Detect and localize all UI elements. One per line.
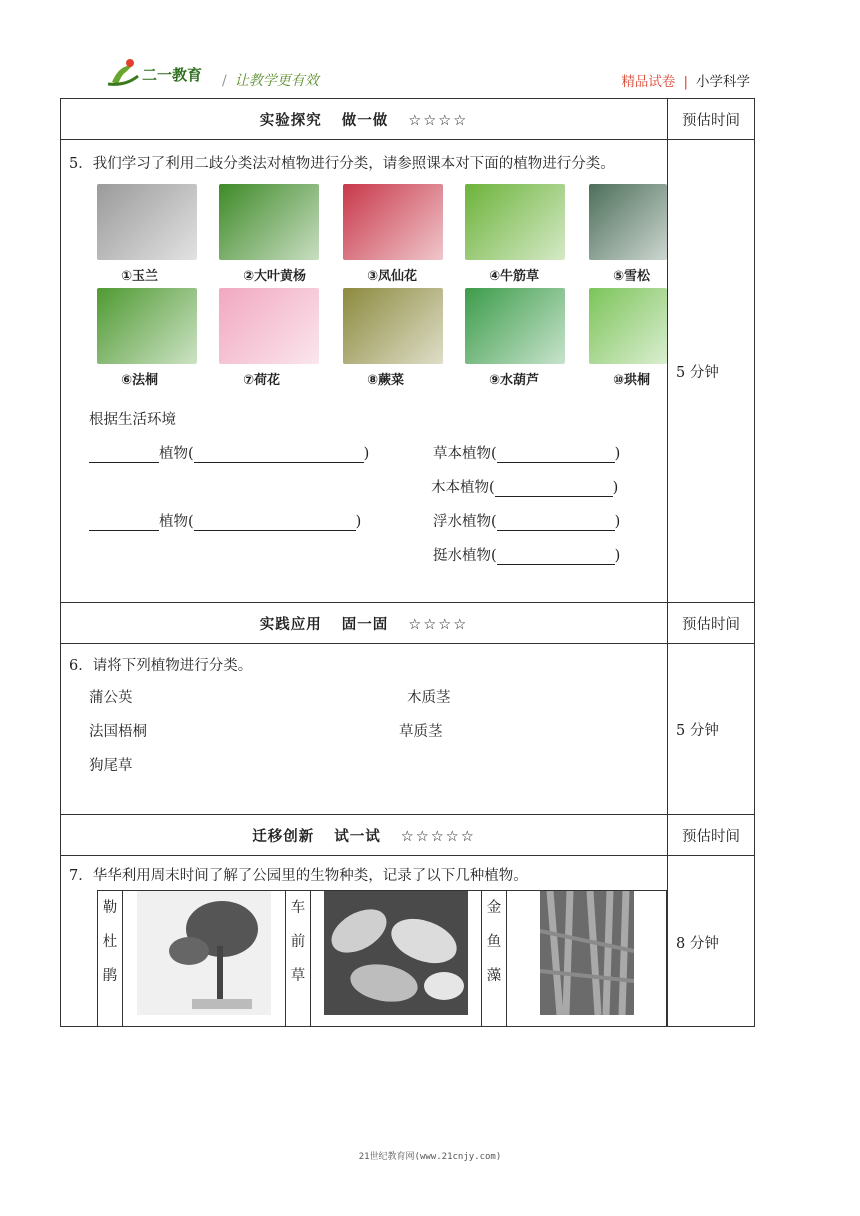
plant-label: ⑩珙桐 xyxy=(613,373,651,388)
plant-card xyxy=(219,288,319,388)
plant-photo-icon xyxy=(219,184,319,260)
section1-title: 实验探究 做一做 ☆☆☆☆ xyxy=(61,99,668,140)
section1-time-head: 预估时间 xyxy=(668,99,755,140)
blank[interactable] xyxy=(497,550,615,565)
brand-tag: 精品试卷 | 小学科学 xyxy=(621,74,750,90)
question-6: 6．请将下列植物进行分类。 xyxy=(69,658,253,674)
plant-label: ②大叶黄杨 xyxy=(243,269,307,284)
plant-label: ③凤仙花 xyxy=(367,269,418,284)
plant-label: ①玉兰 xyxy=(121,269,159,284)
question-5: 5．我们学习了利用二歧分类法对植物进行分类，请参照课本对下面的植物进行分类。 xyxy=(69,156,615,172)
svg-text:二一教育: 二一教育 xyxy=(142,66,203,84)
plant-card xyxy=(97,288,197,388)
logo-icon xyxy=(106,56,212,90)
page-header xyxy=(0,0,860,100)
plant-photo-icon xyxy=(97,288,197,364)
plant-label: ④牛筋草 xyxy=(489,269,540,284)
plant-label: ⑤雪松 xyxy=(613,269,651,284)
section2-time: 5 分钟 xyxy=(668,644,755,815)
hornwort-photo-icon xyxy=(540,891,634,1015)
plant-name-3: 金 鱼 藻 xyxy=(482,891,507,1027)
plant-label: ⑦荷花 xyxy=(243,373,281,388)
plant-photo-icon xyxy=(589,184,667,260)
plant-card xyxy=(589,184,667,284)
fill-float: 浮水植物( ) xyxy=(433,514,621,530)
blank[interactable] xyxy=(89,448,159,463)
plant-name-2: 车 前 草 xyxy=(286,891,311,1027)
section2-content xyxy=(61,644,668,815)
plant-card xyxy=(589,288,667,388)
section1-content xyxy=(61,140,668,603)
plant-photo-icon xyxy=(465,184,565,260)
photo-hornwort xyxy=(507,891,667,1027)
left-item-3: 狗尾草 xyxy=(89,758,133,774)
plant-label: ⑧蕨菜 xyxy=(367,373,405,388)
plant-photo-icon xyxy=(589,288,667,364)
plant-card xyxy=(465,288,565,388)
env-label: 根据生活环境 xyxy=(89,412,176,428)
slogan: / 让教学更有效 xyxy=(222,73,319,89)
plant-card xyxy=(343,184,443,284)
section1-time: 5 分钟 xyxy=(668,140,755,603)
fill-wood: 木本植物( ) xyxy=(431,480,619,496)
section3-content xyxy=(61,856,668,1027)
plant-card xyxy=(219,184,319,284)
left-item-2: 法国梧桐 xyxy=(89,724,147,740)
plant-label: ⑥法桐 xyxy=(121,373,159,388)
section3-title: 迁移创新 试一试 ☆☆☆☆☆ xyxy=(61,815,668,856)
plant-photo-icon xyxy=(219,288,319,364)
plant-photo-table xyxy=(97,890,667,1027)
plant-card xyxy=(465,184,565,284)
blank[interactable] xyxy=(194,448,364,463)
blank[interactable] xyxy=(497,516,615,531)
blank[interactable] xyxy=(194,516,356,531)
section2-title: 实践应用 固一固 ☆☆☆☆ xyxy=(61,603,668,644)
blank[interactable] xyxy=(495,482,613,497)
plant-label: ⑨水葫芦 xyxy=(489,373,540,388)
section3-time: 8 分钟 xyxy=(668,856,755,1027)
section2-time-head: 预估时间 xyxy=(668,603,755,644)
bougainvillea-photo-icon xyxy=(137,891,271,1015)
plant-photo-icon xyxy=(343,288,443,364)
fill-emerge: 挺水植物( ) xyxy=(433,548,621,564)
question-7: 7．华华利用周末时间了解了公园里的生物种类，记录了以下几种植物。 xyxy=(69,868,528,884)
worksheet-table xyxy=(60,98,755,1027)
photo-plantain xyxy=(311,891,482,1027)
plant-card xyxy=(97,184,197,284)
plant-photo-icon xyxy=(343,184,443,260)
blank[interactable] xyxy=(497,448,615,463)
right-item-1: 木质茎 xyxy=(407,690,451,706)
plant-name-1: 勒 杜 鹃 xyxy=(98,891,123,1027)
section3-time-head: 预估时间 xyxy=(668,815,755,856)
right-item-2: 草质茎 xyxy=(399,724,443,740)
plant-photo-icon xyxy=(465,288,565,364)
plantain-photo-icon xyxy=(324,891,468,1015)
page-footer: 21世纪教育网(www.21cnjy.com) xyxy=(358,1152,502,1162)
fill-env-2: 植物( ) xyxy=(89,510,361,531)
fill-env-1: 植物( ) xyxy=(89,442,369,463)
fill-herb: 草本植物( ) xyxy=(433,446,621,462)
left-item-1: 蒲公英 xyxy=(89,690,133,706)
plant-photo-icon xyxy=(97,184,197,260)
plant-card xyxy=(343,288,443,388)
blank[interactable] xyxy=(89,516,159,531)
photo-bougainvillea xyxy=(123,891,286,1027)
